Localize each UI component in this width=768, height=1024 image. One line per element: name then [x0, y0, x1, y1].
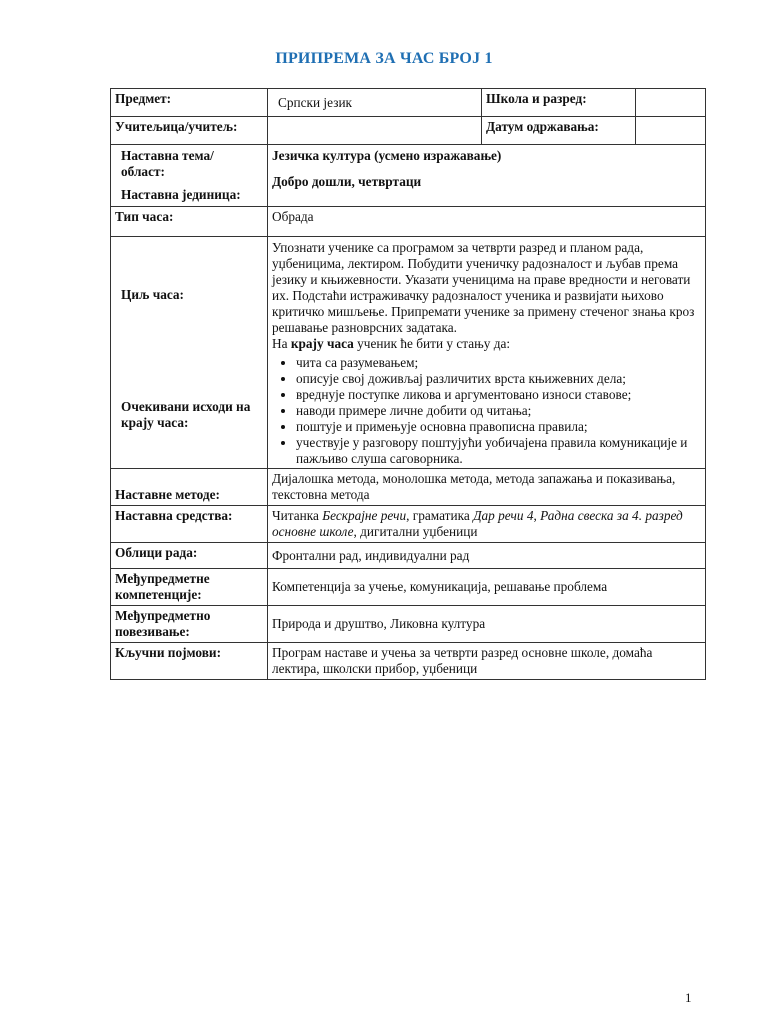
outcomes-intro — [272, 336, 701, 352]
goal-value: Упознати ученике са програмом за четврти разред и планом рада, уџбеницима, лектиром. Побудити ученичку радозналост и љубав према језику и књижевности. Указати ученицима на праве вредности и неговати их. Подстаћи истраживачку радозналост ученика и развијати њихово критичко мишљење. Припремати ученике за примену стеченог знања кроз решавање разноврсних задатака. — [272, 240, 695, 335]
row-subject — [111, 89, 706, 117]
date-label: Датум одржавања: — [482, 117, 636, 145]
goal-label: Циљ часа: — [121, 287, 184, 302]
outcome-item: • вреднује поступке ликова и аргументовано износи ставове; — [296, 387, 701, 403]
goal-outcomes-labels — [111, 237, 268, 469]
subject-value: Српски језик — [268, 89, 482, 117]
correlation-label: Међупредметно повезивање: — [111, 606, 268, 643]
resources-value — [268, 506, 706, 543]
row-competences — [111, 569, 706, 606]
resources-label: Наставна средства: — [111, 506, 268, 543]
outcomes-label: Очекивани исходи на крају часа: — [121, 399, 251, 430]
teacher-label: Учитељица/учитељ: — [111, 117, 268, 145]
row-work-forms — [111, 543, 706, 569]
outcome-item: • чита са разумевањем; — [296, 355, 701, 371]
teacher-value — [268, 117, 482, 145]
outcome-item: • поштује и примењује основна правописна правила; — [296, 419, 701, 435]
keywords-value: Програм наставе и учења за четврти разред основне школе, домаћа лектира, школски прибор, уџбеници — [268, 643, 706, 680]
topic-value: Језичка култура (усмено изражавање) — [272, 148, 502, 163]
outcome-item: • учествује у разговору поштујући уобичајена правила комуникације и пажљиво слуша саговорника. — [296, 435, 701, 467]
lesson-plan-table — [110, 88, 706, 680]
school-label: Школа и разред: — [482, 89, 636, 117]
row-keywords — [111, 643, 706, 680]
row-teacher — [111, 117, 706, 145]
row-methods — [111, 469, 706, 506]
resources-grammar-title: Дар речи 4 — [473, 508, 534, 523]
goal-outcomes-content — [268, 237, 706, 469]
date-value — [636, 117, 706, 145]
competences-value: Компетенција за учење, комуникација, решавање проблема — [268, 569, 706, 606]
row-topic-unit — [111, 145, 706, 207]
topic-unit-values — [268, 145, 706, 207]
methods-label: Наставне методе: — [111, 469, 268, 506]
outcomes-intro-prefix: На — [272, 336, 288, 351]
row-correlation — [111, 606, 706, 643]
work-forms-label: Облици рада: — [111, 543, 268, 569]
row-resources — [111, 506, 706, 543]
unit-label: Наставна јединица: — [121, 187, 241, 202]
unit-value: Добро дошли, четвртаци — [272, 174, 422, 189]
resources-text: , — [533, 508, 537, 523]
school-value — [636, 89, 706, 117]
resources-reader-title: Бескрајне речи — [322, 508, 407, 523]
correlation-value: Природа и друштво, Ликовна култура — [268, 606, 706, 643]
lesson-type-label: Тип часа: — [111, 207, 268, 237]
lesson-type-value: Обрада — [268, 207, 706, 237]
resources-text: Читанка — [272, 508, 319, 523]
work-forms-value: Фронтални рад, индивидуални рад — [268, 543, 706, 569]
topic-unit-labels — [111, 145, 268, 207]
row-goal-outcomes — [111, 237, 706, 469]
outcome-item: • описује свој доживљај различитих врста књижевних дела; — [296, 371, 701, 387]
methods-value: Дијалошка метода, монолошка метода, метода запажања и показивања, текстовна метода — [268, 469, 706, 506]
resources-workbook-title: Радна свеска за 4. разред основне школе — [272, 508, 683, 539]
row-lesson-type — [111, 207, 706, 237]
topic-label: Наставна тема/област: — [121, 148, 214, 179]
outcome-item: • наводи примере личне добити од читања; — [296, 403, 701, 419]
resources-text: , дигитални уџбеници — [353, 524, 478, 539]
subject-label: Предмет: — [111, 89, 268, 117]
outcomes-intro-suffix: ученик ће бити у стању да: — [357, 336, 511, 351]
page-title: ПРИПРЕМА ЗА ЧАС БРОЈ 1 — [275, 50, 493, 67]
outcomes-list — [272, 355, 701, 467]
page-number: 1 — [685, 990, 692, 1005]
competences-label: Међупредметне компетенције: — [111, 569, 268, 606]
outcomes-intro-bold: крају часа — [290, 336, 354, 351]
keywords-label: Кључни појмови: — [111, 643, 268, 680]
resources-text: , граматика — [406, 508, 470, 523]
